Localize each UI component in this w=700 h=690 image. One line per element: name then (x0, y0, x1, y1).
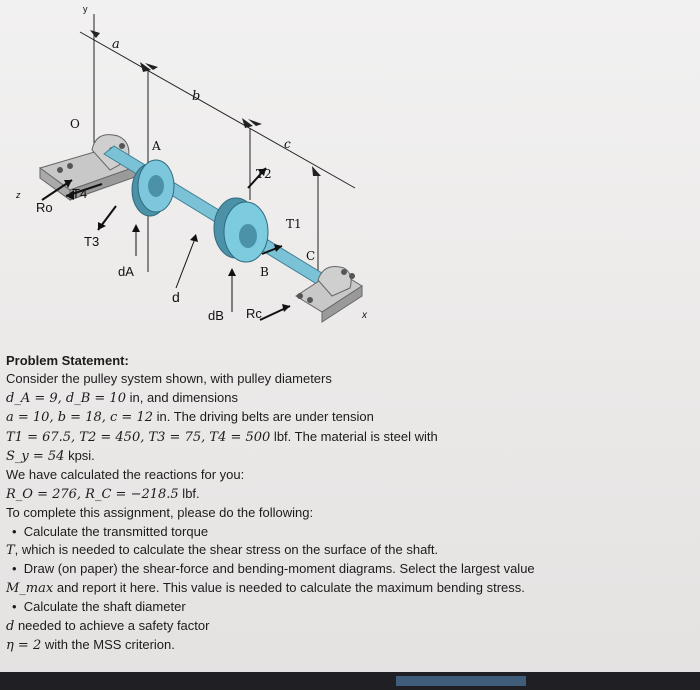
problem-text: , which is needed to calculate the shear stress on the surface of the shaft. (14, 542, 439, 558)
problem-line (6, 617, 686, 636)
problem-text: in. The driving belts are under tension (152, 409, 374, 425)
dim-b-label: b (192, 89, 201, 104)
dim-c-label: c (284, 137, 291, 151)
diameter-da-label: dA (118, 264, 134, 279)
bullet-text: Calculate the shaft diameter (23, 599, 186, 615)
point-b-label: B (260, 265, 269, 279)
bullet-icon: • (12, 523, 24, 539)
bullet-text: Draw (on paper) the shear-force and bending-moment diagrams. Select the largest value (23, 561, 535, 577)
problem-heading: Problem Statement: (6, 353, 129, 368)
z-axis-label: z (16, 190, 21, 200)
x-axis-label: x (362, 310, 367, 321)
problem-line (6, 636, 686, 655)
problem-line (6, 389, 686, 408)
reaction-rc-label: Rc (246, 306, 262, 321)
problem-line (6, 428, 686, 447)
taskbar-tab[interactable] (396, 676, 526, 686)
problem-text: lbf. The material is steel with (270, 428, 438, 444)
dim-a-label: a (112, 37, 120, 52)
bullet-icon: • (12, 599, 24, 615)
point-a-label: A (152, 139, 161, 153)
math-expression: η = 2 (6, 638, 42, 654)
math-expression: T1 = 67.5, T2 = 450, T3 = 75, T4 = 500 (6, 429, 271, 445)
math-expression: a = 10, b = 18, c = 12 (6, 410, 153, 426)
diameter-db-label: dB (208, 308, 224, 323)
problem-line (6, 408, 686, 427)
bullet-icon: • (12, 561, 24, 577)
point-c-label: C (306, 249, 316, 263)
problem-line: To complete this assignment, please do the following: (6, 505, 314, 521)
tension-t3-label: T3 (84, 234, 100, 249)
point-o-label: O (70, 117, 80, 131)
problem-text: needed to achieve a safety factor (14, 617, 210, 633)
problem-line (6, 541, 686, 560)
problem-line (6, 485, 686, 504)
math-expression: d_A = 9, d_B = 10 (6, 390, 126, 406)
shaft-diameter-d-label: d (172, 289, 180, 305)
problem-line: We have calculated the reactions for you: (6, 467, 245, 483)
math-expression: S_y = 54 (6, 449, 65, 465)
problem-text: in, and dimensions (125, 389, 238, 405)
problem-text: with the MSS criterion. (41, 637, 175, 653)
screen-bottom-bar (0, 672, 700, 690)
math-expression: M_max (6, 580, 54, 596)
problem-text: kpsi. (64, 448, 95, 464)
problem-line: Consider the pulley system shown, with pulley diameters (6, 371, 332, 387)
pulley-b (214, 198, 268, 262)
bullet-text: Calculate the transmitted torque (23, 523, 209, 539)
bearing-bracket-o (40, 135, 138, 200)
problem-line (6, 447, 686, 466)
math-expression: d (6, 618, 15, 634)
tension-t1-label: T1 (286, 217, 302, 231)
bullet-item (6, 560, 686, 578)
problem-text: lbf. (178, 485, 200, 501)
bullet-item (6, 598, 686, 616)
problem-text: and report it here. This value is needed to calculate the maximum bending stress. (53, 579, 525, 595)
problem-statement (6, 352, 686, 656)
y-axis-label: y (83, 4, 88, 14)
problem-line (6, 579, 686, 598)
math-expression: R_O = 276, R_C = −218.5 (6, 486, 179, 502)
math-expression: T (6, 543, 15, 559)
reaction-ro-label: Ro (36, 200, 53, 215)
tension-t2-label: T2 (256, 167, 272, 181)
pulley-shaft-figure (0, 0, 380, 340)
tension-t4-label: T4 (72, 186, 88, 201)
bullet-item (6, 523, 686, 541)
